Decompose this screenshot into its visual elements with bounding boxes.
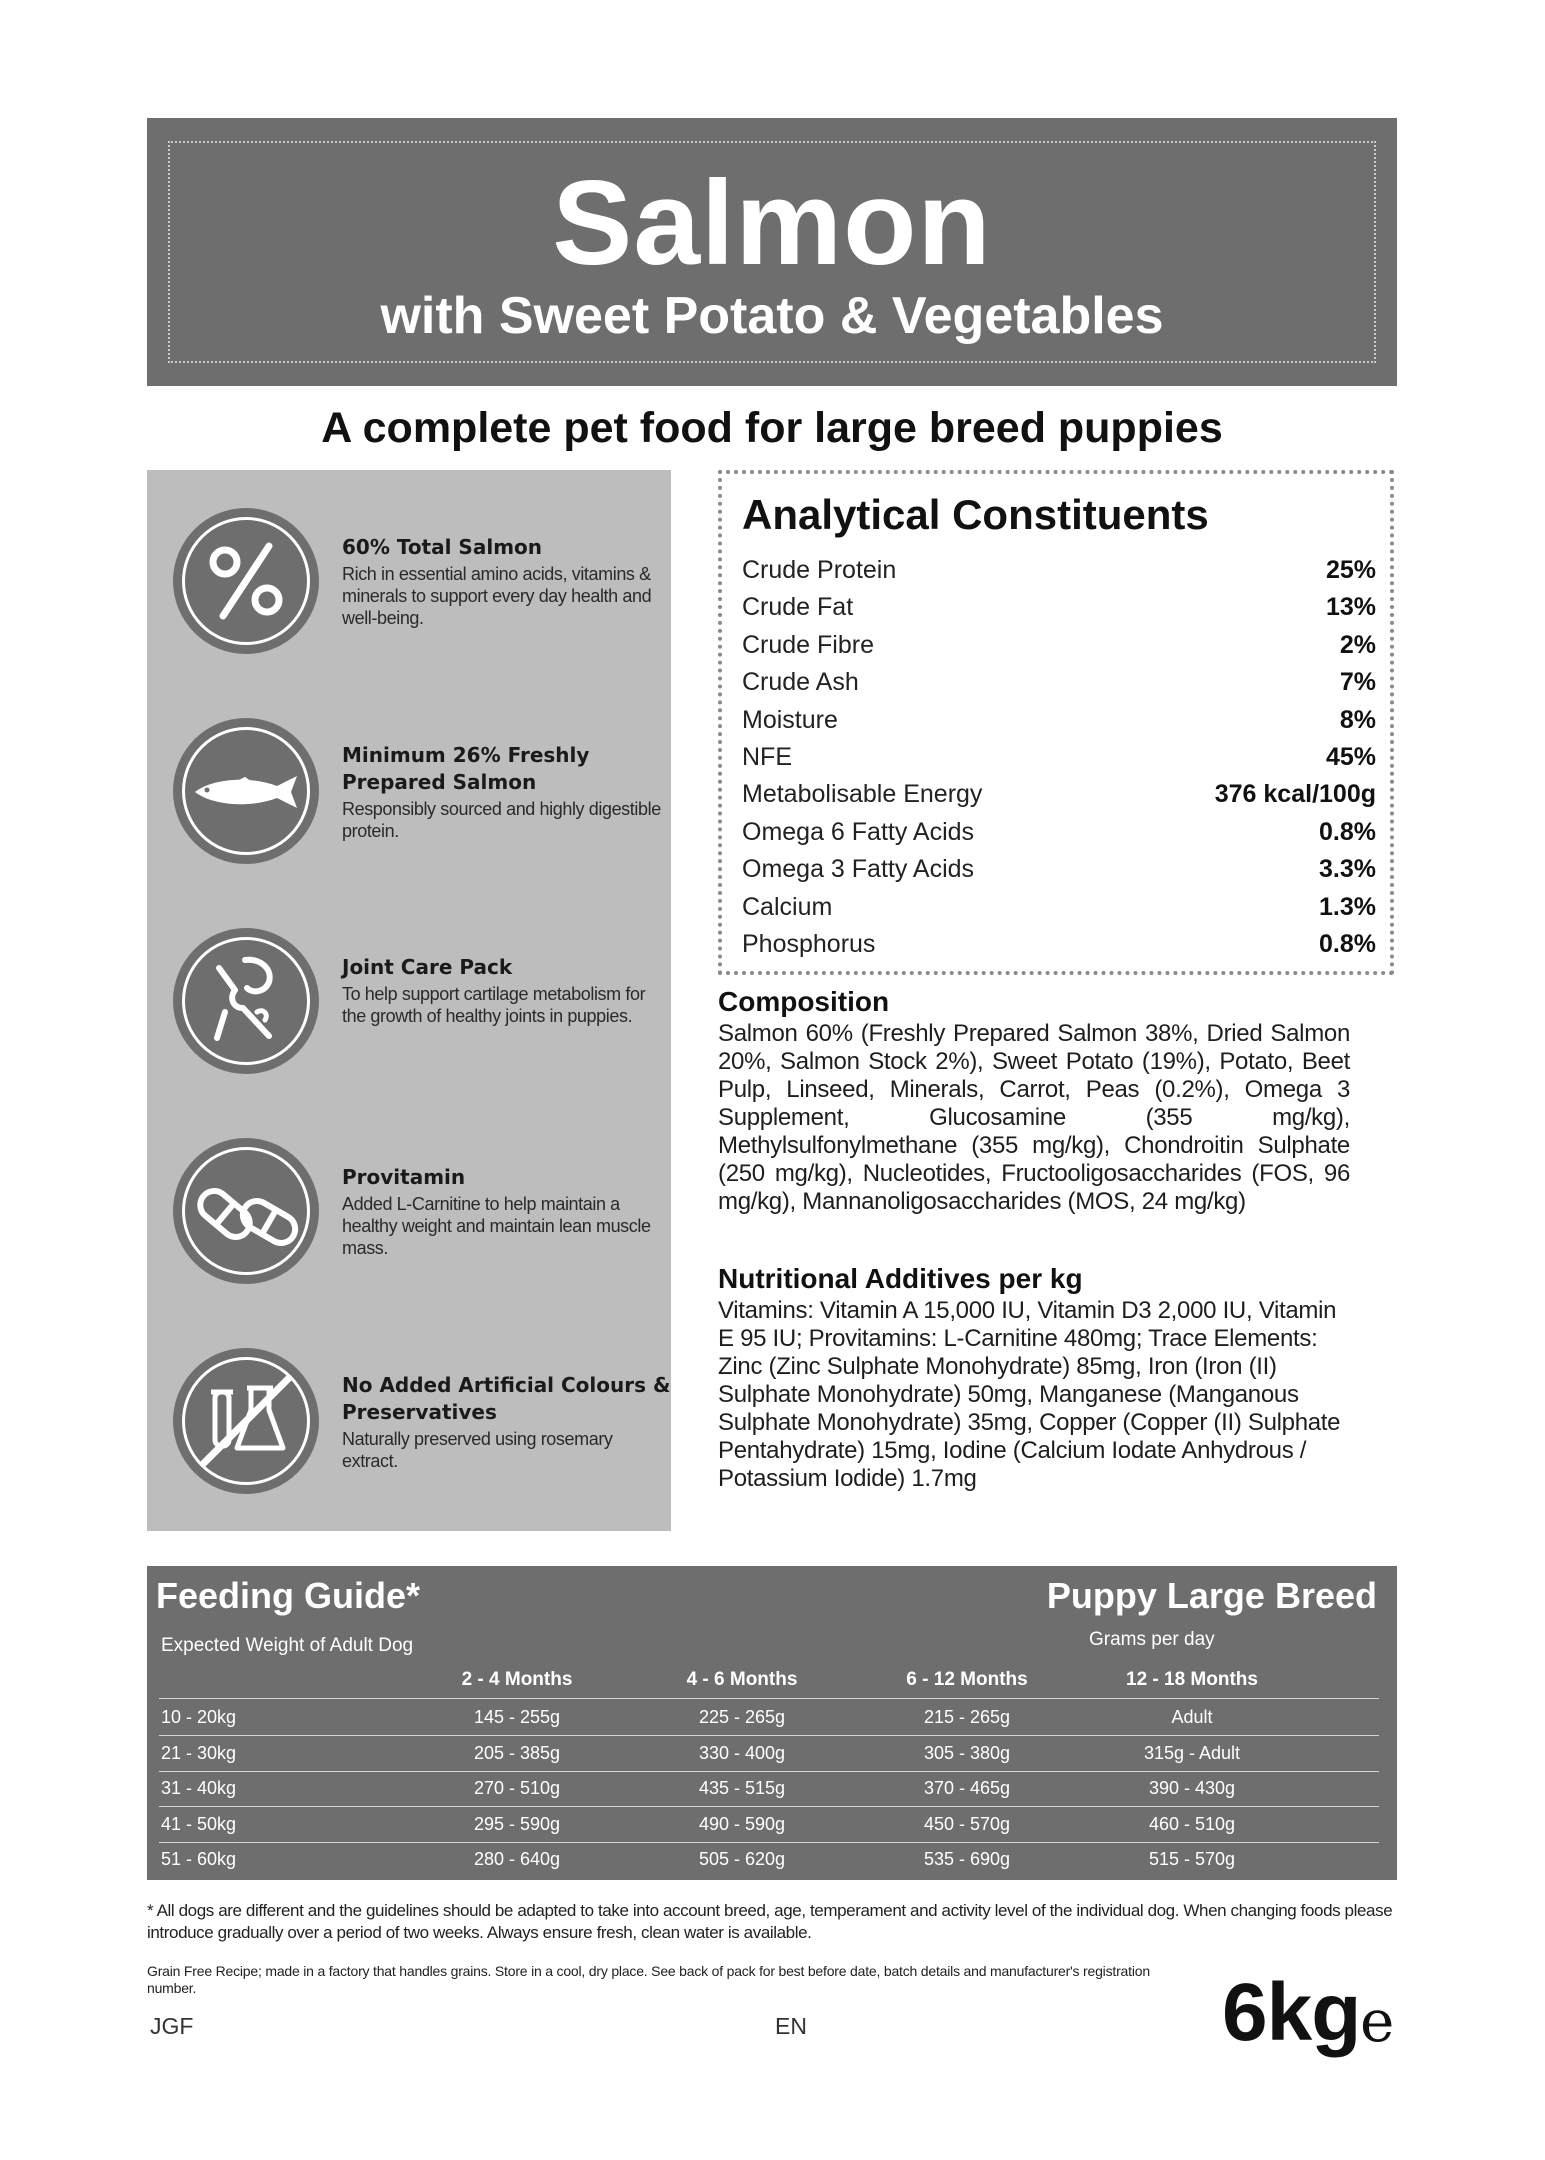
- analytical-label: Phosphorus: [742, 930, 876, 958]
- table-row: [147, 1842, 1397, 1877]
- analytical-value: 7%: [1339, 668, 1376, 697]
- grams-cell: 370 - 465g: [923, 1778, 1011, 1798]
- percent-icon: [173, 508, 319, 654]
- language-code: EN: [775, 2013, 807, 2039]
- analytical-label: Metabolisable Energy: [742, 780, 983, 809]
- feature-total-salmon: [147, 508, 671, 668]
- analytical-row: [742, 814, 1376, 851]
- adult-weight-cell: 51 - 60kg: [161, 1849, 237, 1869]
- grams-cell: 270 - 510g: [473, 1778, 561, 1798]
- feature-title: Provitamin: [342, 1165, 466, 1189]
- joint-icon: [173, 928, 319, 1074]
- analytical-label: Crude Ash: [742, 668, 859, 697]
- grams-cell: 535 - 690g: [923, 1849, 1011, 1869]
- feeding-guide-title: Feeding Guide*: [156, 1575, 421, 1616]
- capsule-icon: [173, 1138, 319, 1284]
- grams-cell: 215 - 265g: [923, 1707, 1011, 1727]
- row-divider: [159, 1698, 1379, 1699]
- feature-description: Responsibly sourced and highly digestible protein.: [342, 799, 661, 841]
- analytical-title: Analytical Constituents: [742, 491, 1209, 538]
- additives-text: Vitamins: Vitamin A 15,000 IU, Vitamin D3 2,000 IU, Vitamin E 95 IU; Provitamins: L-Carnitine 480mg; Trace Elements: Zinc (Zinc Sulphate Monohydrate) 85mg, Iron (Iron (II) Sulphate Monohydrate) 50mg, Manganese (Manganous Sulphate Monohydrate) 35mg, Copper (Copper (II) Sulphate Pentahydrate) 15mg, Iodine (Calcium Iodate Anhydrous / Potassium Iodide) 1.7mg: [718, 1297, 1341, 1492]
- grams-cell: 435 - 515g: [698, 1778, 786, 1798]
- analytical-value: 13%: [1325, 593, 1376, 622]
- analytical-value: 8%: [1339, 705, 1376, 734]
- product-title: Salmon: [552, 156, 992, 290]
- grams-cell: 490 - 590g: [698, 1813, 786, 1834]
- feeding-column-header: 4 - 6 Months: [686, 1669, 798, 1690]
- feature-no-artificial: [147, 1348, 671, 1508]
- feeding-guide-breed: Puppy Large Breed: [1046, 1575, 1377, 1616]
- analytical-row: [742, 739, 1376, 776]
- grams-cell: 225 - 265g: [698, 1707, 786, 1727]
- product-subtitle: with Sweet Potato & Vegetables: [380, 287, 1164, 345]
- analytical-value: 25%: [1325, 556, 1376, 584]
- analytical-value: 376 kcal/100g: [1214, 780, 1376, 809]
- analytical-row: [742, 702, 1376, 739]
- product-header: [147, 118, 1397, 386]
- feature-description: Rich in essential amino acids, vitamins & minerals to support every day health and well-being.: [342, 564, 652, 628]
- table-row: [147, 1736, 1397, 1771]
- grams-cell: 145 - 255g: [473, 1707, 561, 1727]
- no-chemicals-icon: [173, 1348, 319, 1494]
- adult-weight-cell: 21 - 30kg: [161, 1742, 237, 1763]
- analytical-label: Crude Protein: [742, 556, 897, 584]
- fish-icon: [173, 718, 319, 864]
- additives-heading: Nutritional Additives per kg: [718, 1263, 1083, 1294]
- grams-cell: 280 - 640g: [473, 1849, 561, 1869]
- net-weight: 6kg: [1222, 1967, 1361, 2058]
- weight-column-label: Expected Weight of Adult Dog: [161, 1635, 414, 1656]
- grams-cell: 305 - 380g: [923, 1742, 1011, 1763]
- analytical-row: [742, 664, 1376, 701]
- feature-description: To help support cartilage metabolism for the growth of healthy joints in puppies.: [342, 984, 646, 1026]
- feeding-column-header: 6 - 12 Months: [906, 1669, 1028, 1690]
- feature-fresh-salmon: [147, 718, 671, 878]
- analytical-label: Moisture: [742, 705, 838, 734]
- feature-provitamin: [147, 1138, 671, 1298]
- analytical-row: [742, 926, 1376, 963]
- analytical-label: Omega 6 Fatty Acids: [742, 817, 975, 846]
- feeding-footnote: * All dogs are different and the guidelines should be adapted to take into account breed, age, temperament and activity level of the individual dog. When changing foods please introduce gradually over a period of two weeks. Always ensure fresh, clean water is available.: [147, 1901, 1393, 1942]
- feature-description: Added L-Carnitine to help maintain a healthy weight and maintain lean muscle mass.: [342, 1194, 651, 1258]
- analytical-row: [742, 776, 1376, 813]
- analytical-row: [742, 589, 1376, 626]
- grams-cell: 205 - 385g: [473, 1742, 561, 1763]
- features-panel: [147, 470, 671, 1531]
- analytical-row: [742, 552, 1376, 589]
- analytical-value: 1.3%: [1319, 892, 1376, 921]
- grams-cell: 330 - 400g: [698, 1742, 786, 1763]
- estimated-sign: e: [1360, 1987, 1395, 2055]
- analytical-row: [742, 889, 1376, 926]
- table-row: [147, 1807, 1397, 1842]
- grams-cell: Adult: [1171, 1707, 1213, 1727]
- composition-heading: Composition: [718, 986, 890, 1017]
- analytical-value: 2%: [1339, 630, 1376, 659]
- grams-cell: 450 - 570g: [923, 1813, 1011, 1834]
- feature-title: Joint Care Pack: [342, 955, 513, 979]
- analytical-label: Calcium: [742, 892, 833, 921]
- analytical-value: 0.8%: [1319, 930, 1376, 958]
- product-tagline: A complete pet food for large breed puppies: [321, 404, 1223, 452]
- analytical-label: NFE: [742, 743, 792, 771]
- analytical-constituents-box: [718, 470, 1394, 975]
- analytical-label: Omega 3 Fatty Acids: [742, 855, 975, 884]
- feature-title: 60% Total Salmon: [342, 535, 543, 559]
- product-code: JGF: [150, 2013, 194, 2039]
- analytical-value: 45%: [1325, 743, 1376, 771]
- table-row: [147, 1700, 1397, 1735]
- feature-title: Minimum 26% Freshly Prepared Salmon: [342, 743, 590, 794]
- analytical-row: [742, 627, 1376, 664]
- grams-cell: 505 - 620g: [698, 1849, 786, 1869]
- composition-text: Salmon 60% (Freshly Prepared Salmon 38%, Dried Salmon 20%, Salmon Stock 2%), Sweet Potato (19%), Potato, Beet Pulp, Linseed, Minerals, Carrot, Peas (0.2%), Omega 3 Supplement, Glucosamine (355 mg/kg), Methylsulfonylmethane (355 mg/kg), Chondroitin Sulphate (250 mg/kg), Nucleotides, Fructooligosaccharides (FOS, 96 mg/kg), Mannanoligosaccharides (MOS, 24 mg/kg): [718, 1020, 1350, 1215]
- grams-cell: 295 - 590g: [473, 1813, 561, 1834]
- grams-cell: 315g - Adult: [1143, 1742, 1241, 1763]
- grams-per-day-label: Grams per day: [1089, 1629, 1215, 1650]
- grams-cell: 460 - 510g: [1148, 1813, 1236, 1834]
- feature-title: No Added Artificial Colours & Preservatives: [342, 1373, 671, 1424]
- grams-cell: 515 - 570g: [1148, 1849, 1236, 1869]
- analytical-value: 3.3%: [1319, 855, 1376, 884]
- adult-weight-cell: 10 - 20kg: [161, 1707, 237, 1727]
- analytical-label: Crude Fibre: [742, 630, 874, 659]
- adult-weight-cell: 41 - 50kg: [161, 1813, 237, 1834]
- adult-weight-cell: 31 - 40kg: [161, 1778, 237, 1798]
- analytical-row: [742, 851, 1376, 888]
- table-row: [147, 1771, 1397, 1806]
- grams-cell: 390 - 430g: [1148, 1778, 1236, 1798]
- analytical-label: Crude Fat: [742, 593, 854, 622]
- analytical-value: 0.8%: [1319, 817, 1376, 846]
- feeding-column-header: 2 - 4 Months: [461, 1669, 573, 1690]
- feature-joint-care: [147, 928, 671, 1088]
- feature-description: Naturally preserved using rosemary extract.: [342, 1429, 613, 1471]
- storage-smallprint: Grain Free Recipe; made in a factory that handles grains. Store in a cool, dry place. See back of pack for best before date, batch details and manufacturer's registration number.: [147, 1963, 1150, 1996]
- feeding-guide-table: [147, 1566, 1397, 1880]
- feeding-column-header: 12 - 18 Months: [1126, 1669, 1258, 1690]
